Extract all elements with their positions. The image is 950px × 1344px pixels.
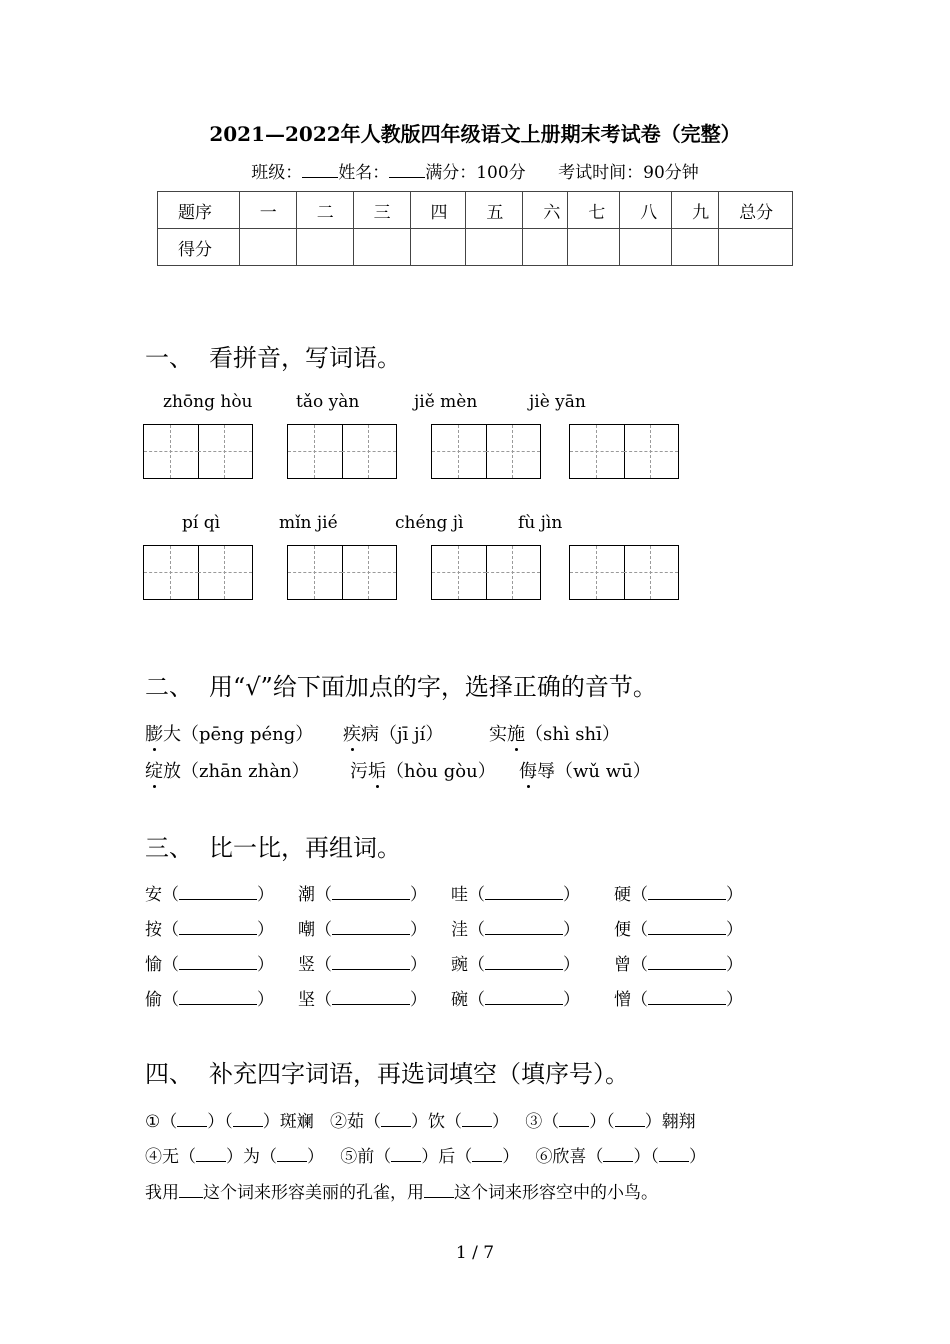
pinyin-options: （shì shī）: [525, 724, 620, 745]
score-cell[interactable]: [620, 229, 672, 266]
compare-char: 潮: [298, 885, 315, 905]
bracket-close: ）: [257, 885, 274, 905]
compare-char: 嘲: [298, 920, 315, 940]
score-cell[interactable]: [719, 229, 793, 266]
pinyin-label: mǐn jié: [279, 513, 338, 533]
idiom-text: ）为（: [226, 1147, 277, 1167]
compare-char: 憎: [614, 990, 631, 1010]
compare-char: 愉: [145, 955, 162, 975]
pinyin-label: zhōng hòu: [163, 392, 253, 412]
compare-char: 哇: [451, 885, 468, 905]
item-text: 污: [350, 761, 368, 782]
item-text: 实: [489, 724, 507, 745]
idiom-text: ）斑斓: [262, 1112, 314, 1132]
word-build-item: [298, 915, 427, 940]
idiom-blank[interactable]: [277, 1149, 307, 1162]
idiom-line-3: [145, 1178, 658, 1203]
word-build-item: [145, 915, 274, 940]
idiom-text: ⑥欣喜（: [535, 1147, 604, 1167]
idiom-text: ）后（: [421, 1147, 473, 1167]
bracket-close: ）: [410, 885, 427, 905]
exam-time: 考试时间：90分钟: [558, 163, 699, 183]
idiom-text: 我用: [145, 1183, 179, 1203]
bracket-open: （: [468, 885, 485, 905]
bracket-open: （: [468, 990, 485, 1010]
pronunciation-item[interactable]: [489, 720, 620, 746]
bracket-close: ）: [563, 920, 580, 940]
score-header-cell: 二: [296, 192, 353, 229]
score-header-cell: 六: [523, 192, 568, 229]
idiom-text: ）: [502, 1147, 520, 1167]
word-blank[interactable]: [332, 957, 410, 970]
item-text: 大: [163, 724, 181, 745]
idiom-blank[interactable]: [462, 1114, 492, 1127]
pronunciation-item[interactable]: [145, 720, 313, 746]
idiom-text: ）: [307, 1147, 324, 1167]
section3-number: 三、: [145, 834, 193, 862]
score-header-cell: 题序: [158, 192, 240, 229]
writing-grid[interactable]: [569, 545, 679, 600]
name-label: 姓名：: [338, 163, 390, 183]
idiom-blank[interactable]: [559, 1114, 589, 1127]
word-build-item: [614, 880, 743, 905]
word-build-item: [614, 950, 743, 975]
score-cell[interactable]: [353, 229, 410, 266]
score-header-cell: 总分: [719, 192, 793, 229]
word-build-item: [451, 985, 580, 1010]
score-header-cell: 七: [568, 192, 620, 229]
pinyin-options: （pēng péng）: [181, 724, 314, 745]
writing-grid[interactable]: [569, 424, 679, 479]
score-header-cell: 四: [410, 192, 466, 229]
word-blank[interactable]: [179, 957, 257, 970]
word-blank[interactable]: [332, 887, 410, 900]
compare-char: 硬: [614, 885, 631, 905]
dotted-char: 疾: [343, 720, 361, 746]
pinyin-label: fù jìn: [518, 513, 563, 533]
score-table-score-row: [158, 229, 793, 266]
bracket-open: （: [162, 955, 179, 975]
idiom-blank[interactable]: [615, 1114, 645, 1127]
exam-title: 2021—2022年人教版四年级语文上册期末考试卷（完整）: [209, 122, 741, 146]
idiom-text: ③（: [525, 1112, 560, 1132]
compare-char: 曾: [614, 955, 631, 975]
writing-grid[interactable]: [431, 424, 541, 479]
word-blank[interactable]: [648, 922, 726, 935]
score-cell[interactable]: [239, 229, 296, 266]
idiom-blank[interactable]: [659, 1149, 689, 1162]
word-blank[interactable]: [485, 887, 563, 900]
pronunciation-item[interactable]: [343, 720, 443, 746]
word-build-item: [451, 880, 580, 905]
writing-grid[interactable]: [143, 424, 253, 479]
pronunciation-item[interactable]: [145, 757, 310, 783]
writing-grid[interactable]: [431, 545, 541, 600]
score-row-label: 得分: [158, 229, 240, 266]
pinyin-label: chéng jì: [395, 513, 464, 533]
dotted-char: 侮: [519, 757, 537, 783]
writing-grid[interactable]: [143, 545, 253, 600]
section4-number: 四、: [145, 1060, 193, 1088]
word-blank[interactable]: [648, 957, 726, 970]
word-build-item: [614, 985, 743, 1010]
idiom-text: ）（: [633, 1147, 659, 1167]
idiom-text: 这个词来形容空中的小鸟。: [454, 1183, 658, 1203]
score-cell[interactable]: [523, 229, 568, 266]
section4-heading: [145, 1054, 629, 1089]
score-header-cell: 五: [466, 192, 523, 229]
score-header-cell: 八: [620, 192, 672, 229]
bracket-open: （: [631, 955, 648, 975]
dotted-char: 垢: [368, 757, 386, 783]
word-blank[interactable]: [648, 992, 726, 1005]
bracket-open: （: [468, 920, 485, 940]
word-blank[interactable]: [332, 992, 410, 1005]
compare-char: 碗: [451, 990, 468, 1010]
word-blank[interactable]: [485, 992, 563, 1005]
word-blank[interactable]: [179, 922, 257, 935]
writing-grid[interactable]: [287, 545, 397, 600]
bracket-close: ）: [410, 990, 427, 1010]
compare-char: 安: [145, 885, 162, 905]
idiom-text: ）: [688, 1147, 706, 1167]
idiom-text: ）（: [207, 1112, 233, 1132]
bracket-open: （: [468, 955, 485, 975]
compare-char: 坚: [298, 990, 315, 1010]
section1-number: 一、: [145, 344, 193, 372]
idiom-blank[interactable]: [177, 1114, 207, 1127]
section4-title: 补充四字词语，再选词填空（填序号）。: [209, 1060, 629, 1088]
bracket-open: （: [315, 955, 332, 975]
pinyin-options: （zhān zhàn）: [181, 761, 310, 782]
bracket-close: ）: [257, 920, 274, 940]
idiom-text: ②茹（: [329, 1112, 381, 1132]
bracket-open: （: [631, 920, 648, 940]
pinyin-options: （jī jí）: [379, 724, 444, 745]
idiom-text: ）翱翔: [644, 1112, 696, 1132]
word-build-item: [298, 985, 427, 1010]
section3-title: 比一比，再组词。: [209, 834, 401, 862]
bracket-close: ）: [257, 990, 274, 1010]
bracket-open: （: [162, 990, 179, 1010]
pinyin-options: （hòu gòu）: [386, 761, 496, 782]
bracket-open: （: [631, 990, 648, 1010]
pronunciation-item[interactable]: [519, 757, 651, 783]
word-build-item: [145, 985, 274, 1010]
dotted-char: 施: [507, 720, 525, 746]
item-text: 放: [163, 761, 181, 782]
dotted-char: 膨: [145, 720, 163, 746]
pinyin-label: jiě mèn: [414, 392, 478, 412]
section1-heading: [145, 338, 401, 373]
section2-heading: [145, 667, 657, 702]
idiom-text: ）饮（: [410, 1112, 462, 1132]
score-table: [157, 191, 793, 266]
word-build-item: [145, 950, 274, 975]
word-build-item: [451, 915, 580, 940]
word-blank[interactable]: [179, 992, 257, 1005]
bracket-open: （: [631, 885, 648, 905]
exam-info-line: [0, 158, 950, 183]
pronunciation-item[interactable]: [350, 757, 496, 783]
bracket-close: ）: [726, 885, 743, 905]
score-header-cell: 三: [353, 192, 410, 229]
word-blank[interactable]: [332, 922, 410, 935]
name-blank[interactable]: [389, 163, 425, 178]
bracket-close: ）: [726, 990, 743, 1010]
idiom-blank[interactable]: [233, 1114, 263, 1127]
dotted-char: 绽: [145, 757, 163, 783]
idiom-line-2: [145, 1142, 706, 1167]
word-build-item: [145, 880, 274, 905]
bracket-close: ）: [726, 955, 743, 975]
page-number: 1 / 7: [455, 1243, 495, 1263]
idiom-text: ④无（: [145, 1147, 196, 1167]
idiom-blank[interactable]: [391, 1149, 421, 1162]
class-blank[interactable]: [302, 163, 338, 178]
full-score: 满分：100分: [425, 163, 526, 183]
idiom-blank[interactable]: [179, 1185, 203, 1198]
bracket-close: ）: [410, 955, 427, 975]
compare-char: 按: [145, 920, 162, 940]
section2-title: 用“√”给下面加点的字，选择正确的音节。: [209, 673, 657, 701]
bracket-open: （: [315, 885, 332, 905]
word-build-item: [298, 880, 427, 905]
pinyin-label: tǎo yàn: [296, 392, 360, 412]
score-cell[interactable]: [410, 229, 466, 266]
compare-char: 偷: [145, 990, 162, 1010]
idiom-text: ）: [491, 1112, 509, 1132]
word-blank[interactable]: [648, 887, 726, 900]
idiom-line-1: [145, 1107, 696, 1132]
bracket-close: ）: [257, 955, 274, 975]
word-build-item: [298, 950, 427, 975]
bracket-close: ）: [563, 885, 580, 905]
section3-heading: [145, 828, 401, 863]
idiom-blank[interactable]: [603, 1149, 633, 1162]
compare-char: 豌: [451, 955, 468, 975]
score-cell[interactable]: [672, 229, 719, 266]
pinyin-options: （wǔ wū）: [555, 761, 651, 782]
idiom-text: ①（: [145, 1112, 178, 1132]
item-text: 病: [361, 724, 379, 745]
score-header-cell: 一: [239, 192, 296, 229]
pinyin-label: pí qì: [182, 513, 221, 533]
score-cell[interactable]: [296, 229, 353, 266]
idiom-text: ）（: [589, 1112, 615, 1132]
word-blank[interactable]: [485, 957, 563, 970]
score-cell[interactable]: [568, 229, 620, 266]
bracket-close: ）: [563, 990, 580, 1010]
compare-char: 便: [614, 920, 631, 940]
bracket-open: （: [162, 885, 179, 905]
bracket-close: ）: [726, 920, 743, 940]
idiom-blank[interactable]: [196, 1149, 226, 1162]
bracket-open: （: [315, 990, 332, 1010]
compare-char: 竖: [298, 955, 315, 975]
idiom-text: ⑤前（: [340, 1147, 392, 1167]
idiom-text: 这个词来形容美丽的孔雀，用: [203, 1183, 424, 1203]
word-blank[interactable]: [179, 887, 257, 900]
bracket-close: ）: [563, 955, 580, 975]
section2-number: 二、: [145, 673, 193, 701]
pinyin-label: jiè yān: [529, 392, 586, 412]
score-header-cell: 九: [672, 192, 719, 229]
word-build-item: [451, 950, 580, 975]
section1-title: 看拼音，写词语。: [209, 344, 401, 372]
compare-char: 洼: [451, 920, 468, 940]
idiom-blank[interactable]: [381, 1114, 411, 1127]
idiom-blank[interactable]: [424, 1185, 454, 1198]
bracket-open: （: [162, 920, 179, 940]
bracket-open: （: [315, 920, 332, 940]
word-build-item: [614, 915, 743, 940]
bracket-close: ）: [410, 920, 427, 940]
idiom-blank[interactable]: [472, 1149, 502, 1162]
writing-grid[interactable]: [287, 424, 397, 479]
score-table-header-row: [158, 192, 793, 229]
score-cell[interactable]: [466, 229, 523, 266]
class-label: 班级：: [251, 163, 303, 183]
word-blank[interactable]: [485, 922, 563, 935]
item-text: 辱: [537, 761, 555, 782]
